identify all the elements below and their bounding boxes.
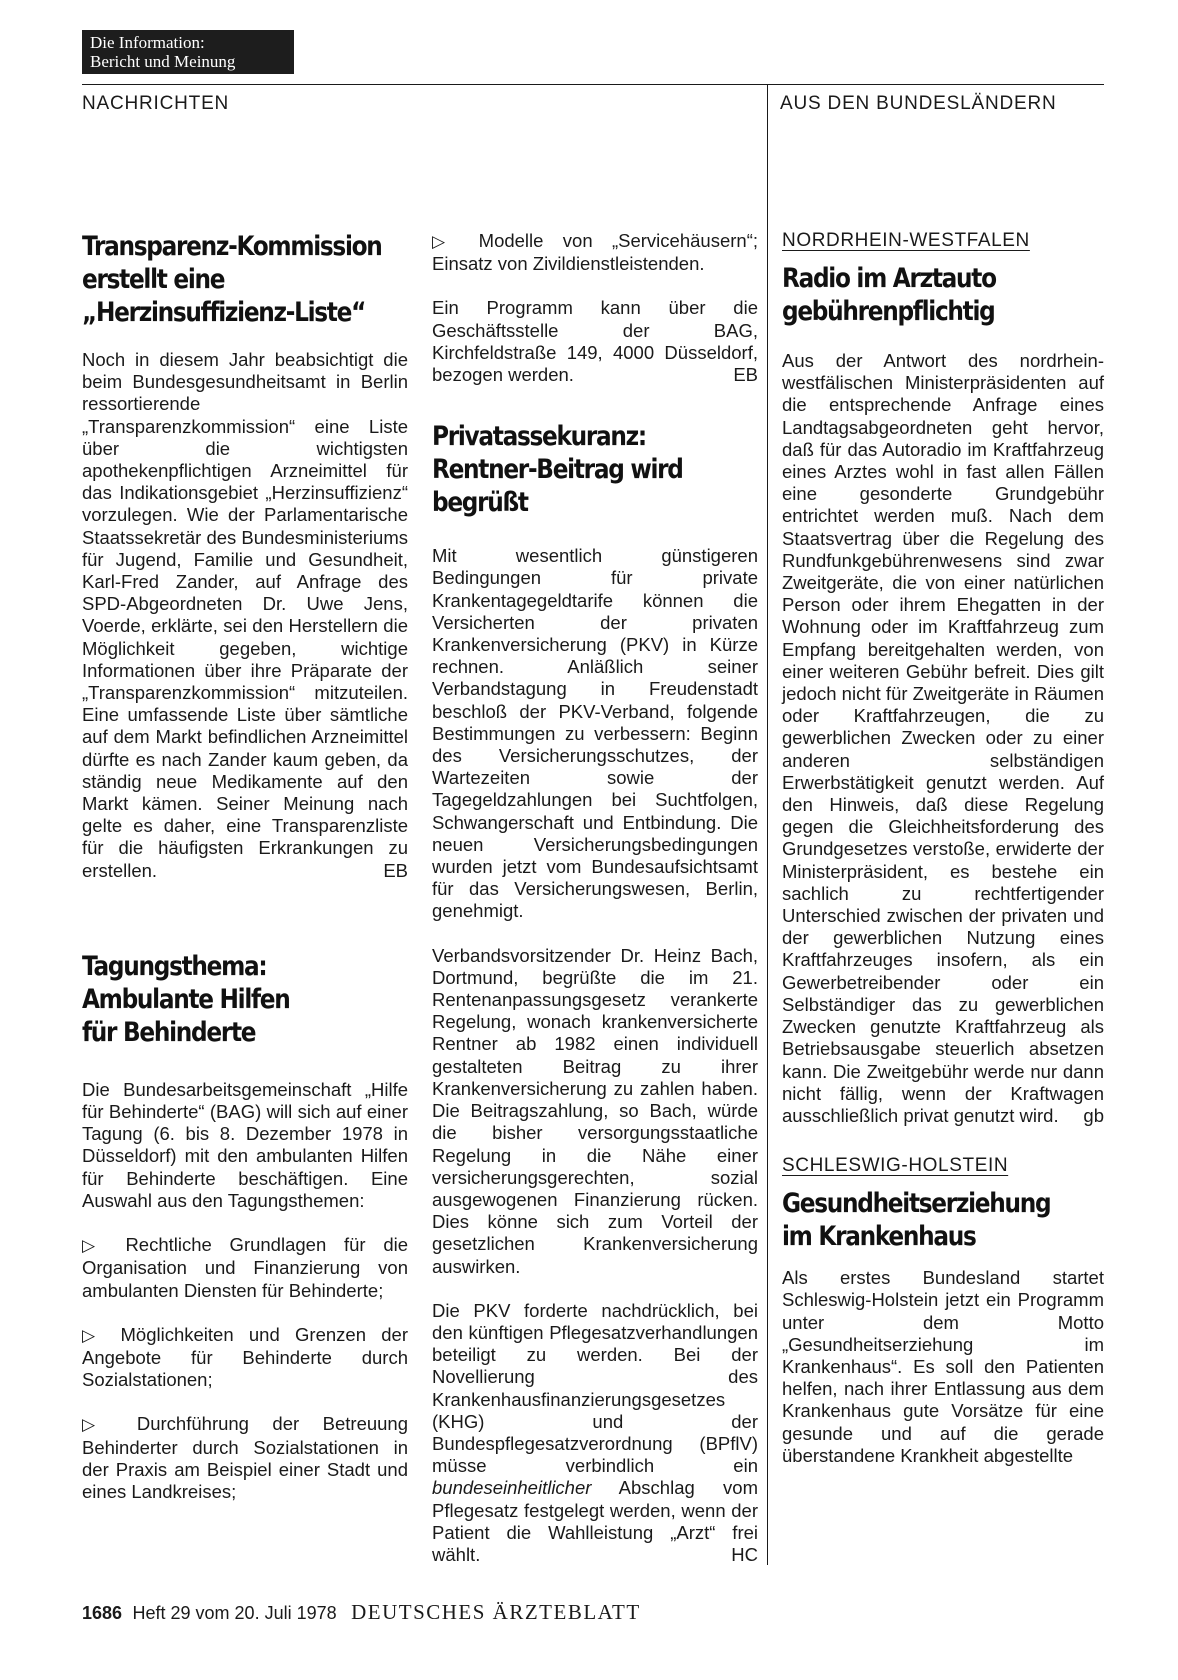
article-4-signature: gb (1083, 1104, 1104, 1126)
article-3-paragraph-1: Mit wesentlich günstigeren Bedingungen für private Krankentagegeldtarife können die Versicherten der privaten Krankenversicherung (PKV) in Kürze rechnen. Anläßlich seiner Verbandstagung in Freudenstadt beschloß der PKV-Verband, folgende Bestimmungen zu verbessern: Beginn des Versicherungsschutzes, der Wartezeiten sowie der Tagegeldzahlungen bei Suchtfolgen, Schwangerschaft und Entbindung. Die neuen Versicherungsbedingungen wurden jetzt vom Bundesaufsichtsamt für das Versicherungswesen, Berlin, genehmigt. (432, 545, 758, 922)
bullet-triangle-icon: ▷ (432, 232, 460, 251)
masthead-line-2: Bericht und Meinung (90, 52, 236, 71)
article-1-headline (82, 230, 407, 329)
page-footer (82, 1600, 641, 1625)
article-2-bullet-1 (82, 1234, 408, 1302)
article-3-paragraph-3 (432, 1300, 758, 1566)
kicker-schleswig-holstein: SCHLESWIG-HOLSTEIN (782, 1155, 1009, 1177)
article-1-signature: EB (383, 859, 408, 881)
paragraph-text: Abschlag vom Pflegesatz festgelegt werden, wenn der Patient die Wahlleistung „Arzt“ frei wählt. (432, 1477, 758, 1565)
bullet-triangle-icon: ▷ (82, 1236, 108, 1256)
article-4-headline (782, 262, 1103, 328)
article-4-body (782, 350, 1104, 1127)
article-4-text: Aus der Antwort des nordrhein-westfälischen Ministerpräsidenten auf die entsprechende Anfrage eines Landtagsabgeordneten geht hervor, daß für das Autoradio im Kraftfahrzeug eines Arztes wohl in fast allen Fällen eine gesonderte Grundgebühr entrichtet werden muß. Nach dem Staatsvertrag über die Regelung des Rundfunkgebührenwesens sind zwar Zweitgeräte, die von einer natürlichen Person oder ihrem Ehegatten in der Wohnung oder im Kraftfahrzeug zum Empfang bereitgehalten werden, von einer weiteren Gebühr befreit. Dies gilt jedoch nicht für Zweitgeräte in Räumen oder Kraftfahrzeugen, die zu gewerblichen Zwecken oder zu einer anderen selbständigen Erwerbstätigkeit genutzt werden. Auf den Hinweis, daß diese Regelung gegen die Gleichheitsforderung des Grundgesetzes verstoße, erwiderte der Ministerpräsident, es bestehe ein sachlich zu rechtfertigender Unterschied zwischen der privaten und der gewerblichen Nutzung eines Kraftfahrzeuges insofern, als ein Gewerbetreibender oder ein Selbständiger das zu gewerblichen Zwecken genutzte Kraftfahrzeug als Betriebsausgabe steuerlich absetzen kann. Die Zweitgebühr werde nur dann nicht fällig, wenn der Kraftwagen ausschließlich privat genutzt wird. (782, 350, 1104, 1126)
headline-line: „Herzinsuffizienz-Liste“ (82, 297, 366, 328)
bullet-triangle-icon: ▷ (82, 1325, 106, 1345)
article-2-bullet-4 (432, 230, 758, 275)
column-2 (432, 230, 758, 1566)
article-2-program (432, 297, 758, 386)
masthead (82, 30, 294, 74)
top-rule (82, 84, 1104, 85)
article-2-intro: Die Bundesarbeitsgemeinschaft „Hilfe für Behinderte“ (BAG) will sich auf einer Tagung (6. bis 8. Dezember 1978 in Düsseldorf) mit den ambulanten Hilfen für Behinderte beschäftigen. Eine Auswahl aus den Tagungsthemen: (82, 1078, 408, 1211)
bullet-text: Durchführung der Betreuung Behinderter durch Sozialstationen in der Praxis am Beispiel einer Stadt und eines Landkreises; (82, 1413, 409, 1502)
masthead-line-1: Die Information: (90, 33, 205, 52)
bullet-text: Möglichkeiten und Grenzen der Angebote für Behinderte durch Sozialstationen; (82, 1323, 408, 1391)
article-3-signature: HC (731, 1543, 758, 1565)
headline-line: im Krankenhaus (782, 1221, 976, 1253)
headline-line: erstellt eine (82, 264, 225, 295)
paragraph-text: Die PKV forderte nachdrücklich, bei den künftigen Pflegesatzverhandlungen beteiligt zu werden. Bei der Novellierung des Krankenhausfinanzierungsgesetzes (KHG) und der Bundespflegesatzverordnung (BPflV) müsse verbindlich ein (432, 1299, 758, 1477)
issue-info: Heft 29 vom 20. Juli 1978 (132, 1603, 337, 1623)
article-1-text: Noch in diesem Jahr beabsichtigt die beim Bundesgesundheitsamt in Berlin ressortierende „Transparenzkommission“ eine Liste über die wichtigsten apothekenpflichtigen Arzneimittel für das Indikationsgebiet „Herzinsuffizienz“ vorzulegen. Wie der Parlamentarische Staatssekretär des Bundesministeriums für Jugend, Familie und Gesundheit, Karl-Fred Zander, auf Anfrage des SPD-Abgeordneten Dr. Uwe Jens, Voerde, erklärte, sei den Herstellern die Möglichkeit gegeben, wichtige Informationen über ihre Präparate der „Transparenzkommission“ mitzuteilen. Eine umfassende Liste über sämtliche auf dem Markt befindlichen Arzneimittel dürfte es nach Zander kaum geben, da ständig neue Medikamente auf den Markt kämen. Seiner Meinung nach gelte es daher, eine Transparenzliste für die häufigsten Erkrankungen zu erstellen. (82, 349, 408, 881)
column-1 (82, 230, 408, 1503)
column-divider (767, 85, 768, 1565)
section-label-left: NACHRICHTEN (82, 93, 230, 114)
bullet-text: Modelle von „Servicehäusern“; Einsatz von Zivildienstleistenden. (432, 230, 758, 275)
article-3-paragraph-2: Verbandsvorsitzender Dr. Heinz Bach, Dortmund, begrüßte die im 21. Rentenanpassungsgesetz verankerte Regelung, wonach krankenversicherte Rentner ab 1982 einen individuell gestalteten Beitrag zu ihrer Krankenversicherung zu zahlen haben. Die Beitragszahlung, so Bach, würde die bisher versorgungsstaatliche Regelung in die Nähe einer versicherungsgerechten, sozial ausgewogenen Finanzierung rücken. Dies könne sich zum Vorteil der gesetzlichen Krankenversicherung auswirken. (432, 944, 758, 1277)
headline-line: Gesundheitserziehung (782, 1188, 1051, 1220)
headline-line: Ambulante Hilfen (82, 983, 290, 1015)
article-5-headline (782, 1187, 1103, 1253)
section-label-right: AUS DEN BUNDESLÄNDERN (780, 93, 1057, 114)
article-3-headline (432, 420, 757, 519)
program-text: Ein Programm kann über die Geschäftsstelle der BAG, Kirchfeldstraße 149, 4000 Düsseldorf, bezogen werden. (432, 297, 758, 386)
article-2-bullet-3 (82, 1413, 408, 1503)
bullet-triangle-icon: ▷ (82, 1415, 114, 1435)
article-2-bullet-2 (82, 1324, 408, 1392)
kicker-nordrhein-westfalen: NORDRHEIN-WESTFALEN (782, 230, 1030, 251)
headline-line: Privatassekuranz: (432, 421, 646, 453)
article-2-signature: EB (733, 364, 758, 386)
headline-line: gebührenpflichtig (782, 296, 995, 327)
page-number: 1686 (82, 1603, 123, 1623)
article-5-body: Als erstes Bundesland startet Schleswig-Holstein jetzt ein Programm unter dem Motto „Gesundheitserziehung im Krankenhaus“. Es soll den Patienten helfen, nach ihrer Entlassung aus dem Krankenhaus gute Vorsätze für eine gesunde und auf die gerade überstandene Krankheit abgestellte (782, 1267, 1104, 1466)
headline-line: begrüßt (432, 487, 528, 519)
article-1-body (82, 349, 408, 882)
article-2-headline (82, 950, 407, 1049)
headline-line: Rentner-Beitrag wird (432, 454, 683, 486)
headline-line: Radio im Arztauto (782, 263, 996, 294)
headline-line: Tagungsthema: (82, 950, 267, 982)
journal-name: DEUTSCHES ÄRZTEBLATT (351, 1600, 641, 1624)
headline-line: Transparenz-Kommission (82, 231, 382, 262)
headline-line: für Behinderte (82, 1016, 256, 1048)
emphasis-text: bundeseinheitlicher (432, 1477, 592, 1499)
column-3 (782, 230, 1104, 1467)
bullet-text: Rechtliche Grundlagen für die Organisation und Finanzierung von ambulanten Diensten für Behinderte; (82, 1234, 409, 1301)
